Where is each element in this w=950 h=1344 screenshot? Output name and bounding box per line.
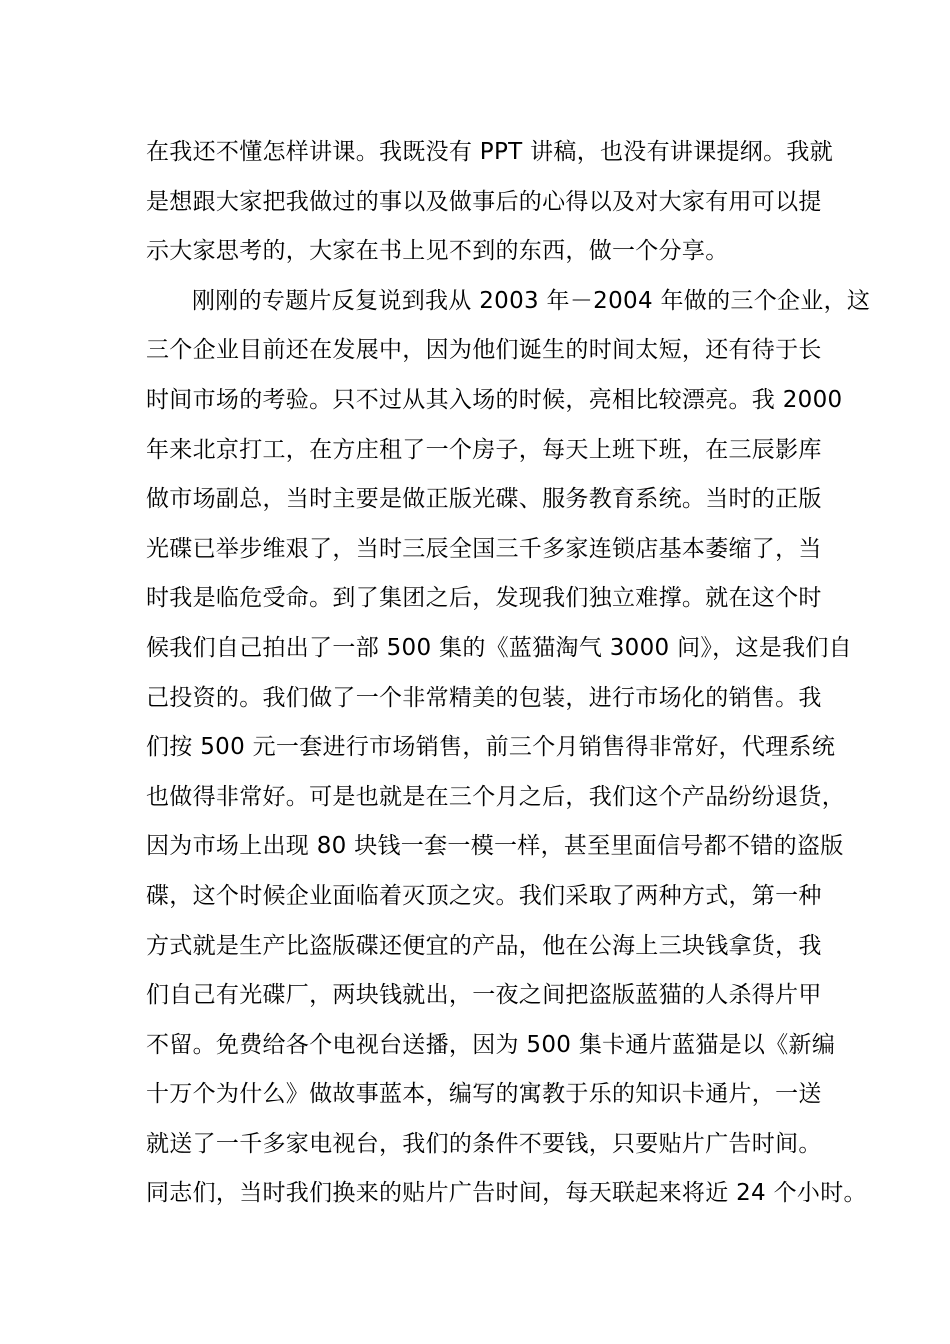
text-line: 们按 500 元一套进行市场销售，前三个月销售得非常好，代理系统	[146, 734, 836, 761]
text-line: 同志们，当时我们换来的贴片广告时间，每天联起来将近 24 个小时。	[146, 1180, 867, 1207]
text-line: 己投资的。我们做了一个非常精美的包装，进行市场化的销售。我	[146, 684, 822, 711]
text-line: 时间市场的考验。只不过从其入场的时候，亮相比较漂亮。我 2000	[146, 386, 843, 413]
text-line: 候我们自己拍出了一部 500 集的《蓝猫淘气 3000 问》，这是我们自	[146, 634, 852, 661]
text-line: 时我是临危受命。到了集团之后，发现我们独立难撑。就在这个时	[146, 585, 822, 612]
text-line: 就送了一千多家电视台，我们的条件不要钱，只要贴片广告时间。	[146, 1130, 822, 1157]
text-line: 做市场副总，当时主要是做正版光碟、服务教育系统。当时的正版	[146, 486, 822, 513]
text-line: 十万个为什么》做故事蓝本，编写的寓教于乐的知识卡通片，一送	[146, 1081, 822, 1108]
text-line: 光碟已举步维艰了，当时三辰全国三千多家连锁店基本萎缩了，当	[146, 535, 822, 562]
text-line: 们自己有光碟厂，两块钱就出，一夜之间把盗版蓝猫的人杀得片甲	[146, 982, 822, 1009]
text-line: 是想跟大家把我做过的事以及做事后的心得以及对大家有用可以提	[146, 188, 822, 215]
text-line: 碟，这个时候企业面临着灭顶之灾。我们采取了两种方式，第一种	[146, 882, 822, 909]
paragraph-first-line: 刚刚的专题片反复说到我从 2003 年－2004 年做的三个企业，这	[192, 287, 871, 314]
text-line: 年来北京打工，在方庄租了一个房子，每天上班下班，在三辰影库	[146, 436, 822, 463]
text-line: 在我还不懂怎样讲课。我既没有 PPT 讲稿，也没有讲课提纲。我就	[146, 139, 834, 165]
body-text	[146, 128, 871, 1219]
text-line: 也做得非常好。可是也就是在三个月之后，我们这个产品纷纷退货，	[146, 783, 845, 810]
text-line: 不留。免费给各个电视台送播，因为 500 集卡通片蓝猫是以《新编	[146, 1031, 836, 1058]
text-line: 因为市场上出现 80 块钱一套一模一样，甚至里面信号都不错的盗版	[146, 833, 844, 860]
text-line: 示大家思考的，大家在书上见不到的东西，做一个分享。	[146, 238, 729, 265]
text-line: 三个企业目前还在发展中，因为他们诞生的时间太短，还有待于长	[146, 337, 822, 364]
text-line: 方式就是生产比盗版碟还便宜的产品，他在公海上三块钱拿货，我	[146, 932, 822, 959]
